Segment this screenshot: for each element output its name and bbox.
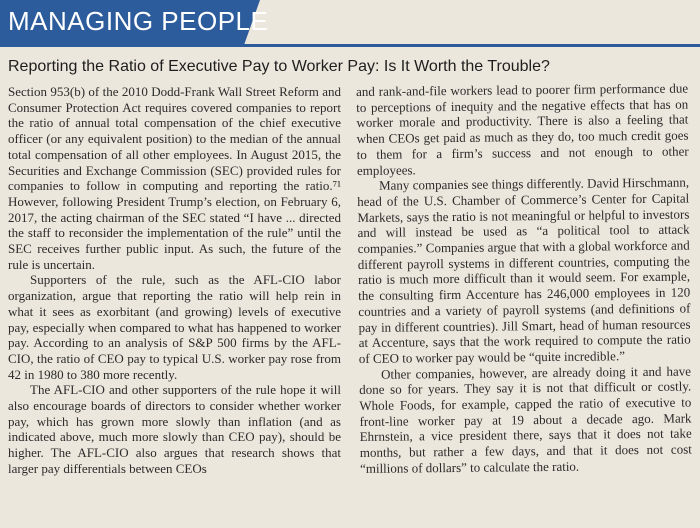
- paragraph: and rank-and-file workers lead to poorer firm performance due to perceptions of inequity and the negative effects that has on worker morale and productivity. There is also a feeling that when CEOs get paid as much as they do, too much credit goes to them for a firm’s success and not enough to other employees.: [356, 80, 689, 178]
- paragraph: The AFL-CIO and other supporters of the rule hope it will also encourage boards of directors to consider whether worker pay, which has grown more slowly than inflation (and as indicated above, much more slowly than CEO pay), should be higher. The AFL-CIO also argues that research shows that larger pay differentials between CEOs: [8, 382, 341, 476]
- left-column: [8, 84, 341, 477]
- article-title: Reporting the Ratio of Executive Pay to Worker Pay: Is It Worth the Trouble?: [8, 58, 550, 75]
- banner-rule: [0, 44, 700, 47]
- section-banner-label: MANAGING PEOPLE: [8, 6, 269, 36]
- paragraph: Many companies see things differently. David Hirschmann, head of the U.S. Chamber of Commerce’s Center for Capital Markets, says the ratio is not meaningful or helpful to investors and will instead be used as “a political tool to attack companies.” Companies argue that with a global workforce and different payroll systems in different countries, computing the ratio is much more difficult than it would seem. For example, the consulting firm Accenture has 246,000 employees in 120 countries and a variety of payroll systems (and definitions of pay in different countries). Jill Smart, head of human resources at Accenture, says that the work required to compute the ratio of CEO to worker pay would be “quite incredible.”: [357, 174, 691, 366]
- right-column: [356, 81, 692, 477]
- paragraph: Section 953(b) of the 2010 Dodd-Frank Wall Street Reform and Consumer Protection Act requires covered companies to report the ratio of annual total compensation of the chief executive officer (or any equivalent position) to the median of the annual total compensation of all other employees. In August 2015, the Securities and Exchange Commission (SEC) provided rules for companies to follow in computing and reporting the ratio.⁷¹ However, following President Trump’s election, on February 6, 2017, the acting chairman of the SEC stated “I have ... directed the staff to reconsider the implementation of the rule” until the SEC receives further public input. As such, the future of the rule is uncertain.: [8, 84, 341, 272]
- paragraph: Supporters of the rule, such as the AFL-CIO labor organization, argue that reporting the ratio will help rein in what it sees as exorbitant (and growing) levels of executive pay, especially when compared to what has happened to worker pay. According to an analysis of S&P 500 firms by the AFL-CIO, the ratio of CEO pay to typical U.S. worker pay rose from 42 in 1980 to 380 more recently.: [8, 272, 341, 382]
- paragraph: Other companies, however, are already doing it and have done so for years. They say it is not that difficult or costly. Whole Foods, for example, capped the ratio of executive to front-line worker pay at 19 about a decade ago. Mark Ehrnstein, a vice president there, says that it does not take months, but rather a few days, and that it does not cost “millions of dollars” to calculate the ratio.: [359, 363, 692, 476]
